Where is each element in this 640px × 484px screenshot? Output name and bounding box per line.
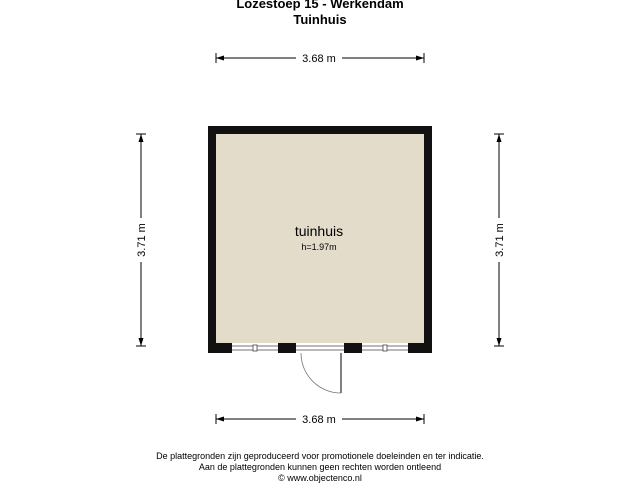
dimension-right-label: 3.71 m: [494, 223, 506, 257]
room-height: h=1.97m: [301, 242, 337, 252]
room-name: tuinhuis: [294, 223, 344, 239]
dimension-bottom-label: 3.68 m: [302, 414, 336, 426]
bottom-wall-openings: [232, 343, 408, 353]
dimension-bottom: [216, 414, 424, 426]
dimension-top-label: 3.68 m: [302, 53, 336, 65]
dimension-right: [494, 134, 506, 346]
door-swing: [301, 353, 341, 393]
copyright-icon: ©: [278, 473, 285, 483]
dimension-left: [136, 134, 148, 346]
door-opening: [296, 343, 344, 353]
dimension-top: [216, 53, 424, 65]
dimension-left-label: 3.71 m: [136, 223, 148, 257]
website-line: [0, 473, 640, 484]
plan-title-address: Lozestoep 15 - Werkendam: [236, 0, 404, 11]
website-link[interactable]: www.objectenco.nl: [287, 473, 362, 483]
disclaimer-line-1: De plattegronden zijn geproduceerd voor promotionele doeleinden en ter indicatie.: [156, 451, 484, 461]
plan-title-building: Tuinhuis: [293, 12, 347, 27]
disclaimer-line-2: Aan de plattegronden kunnen geen rechten worden ontleend: [198, 462, 442, 472]
